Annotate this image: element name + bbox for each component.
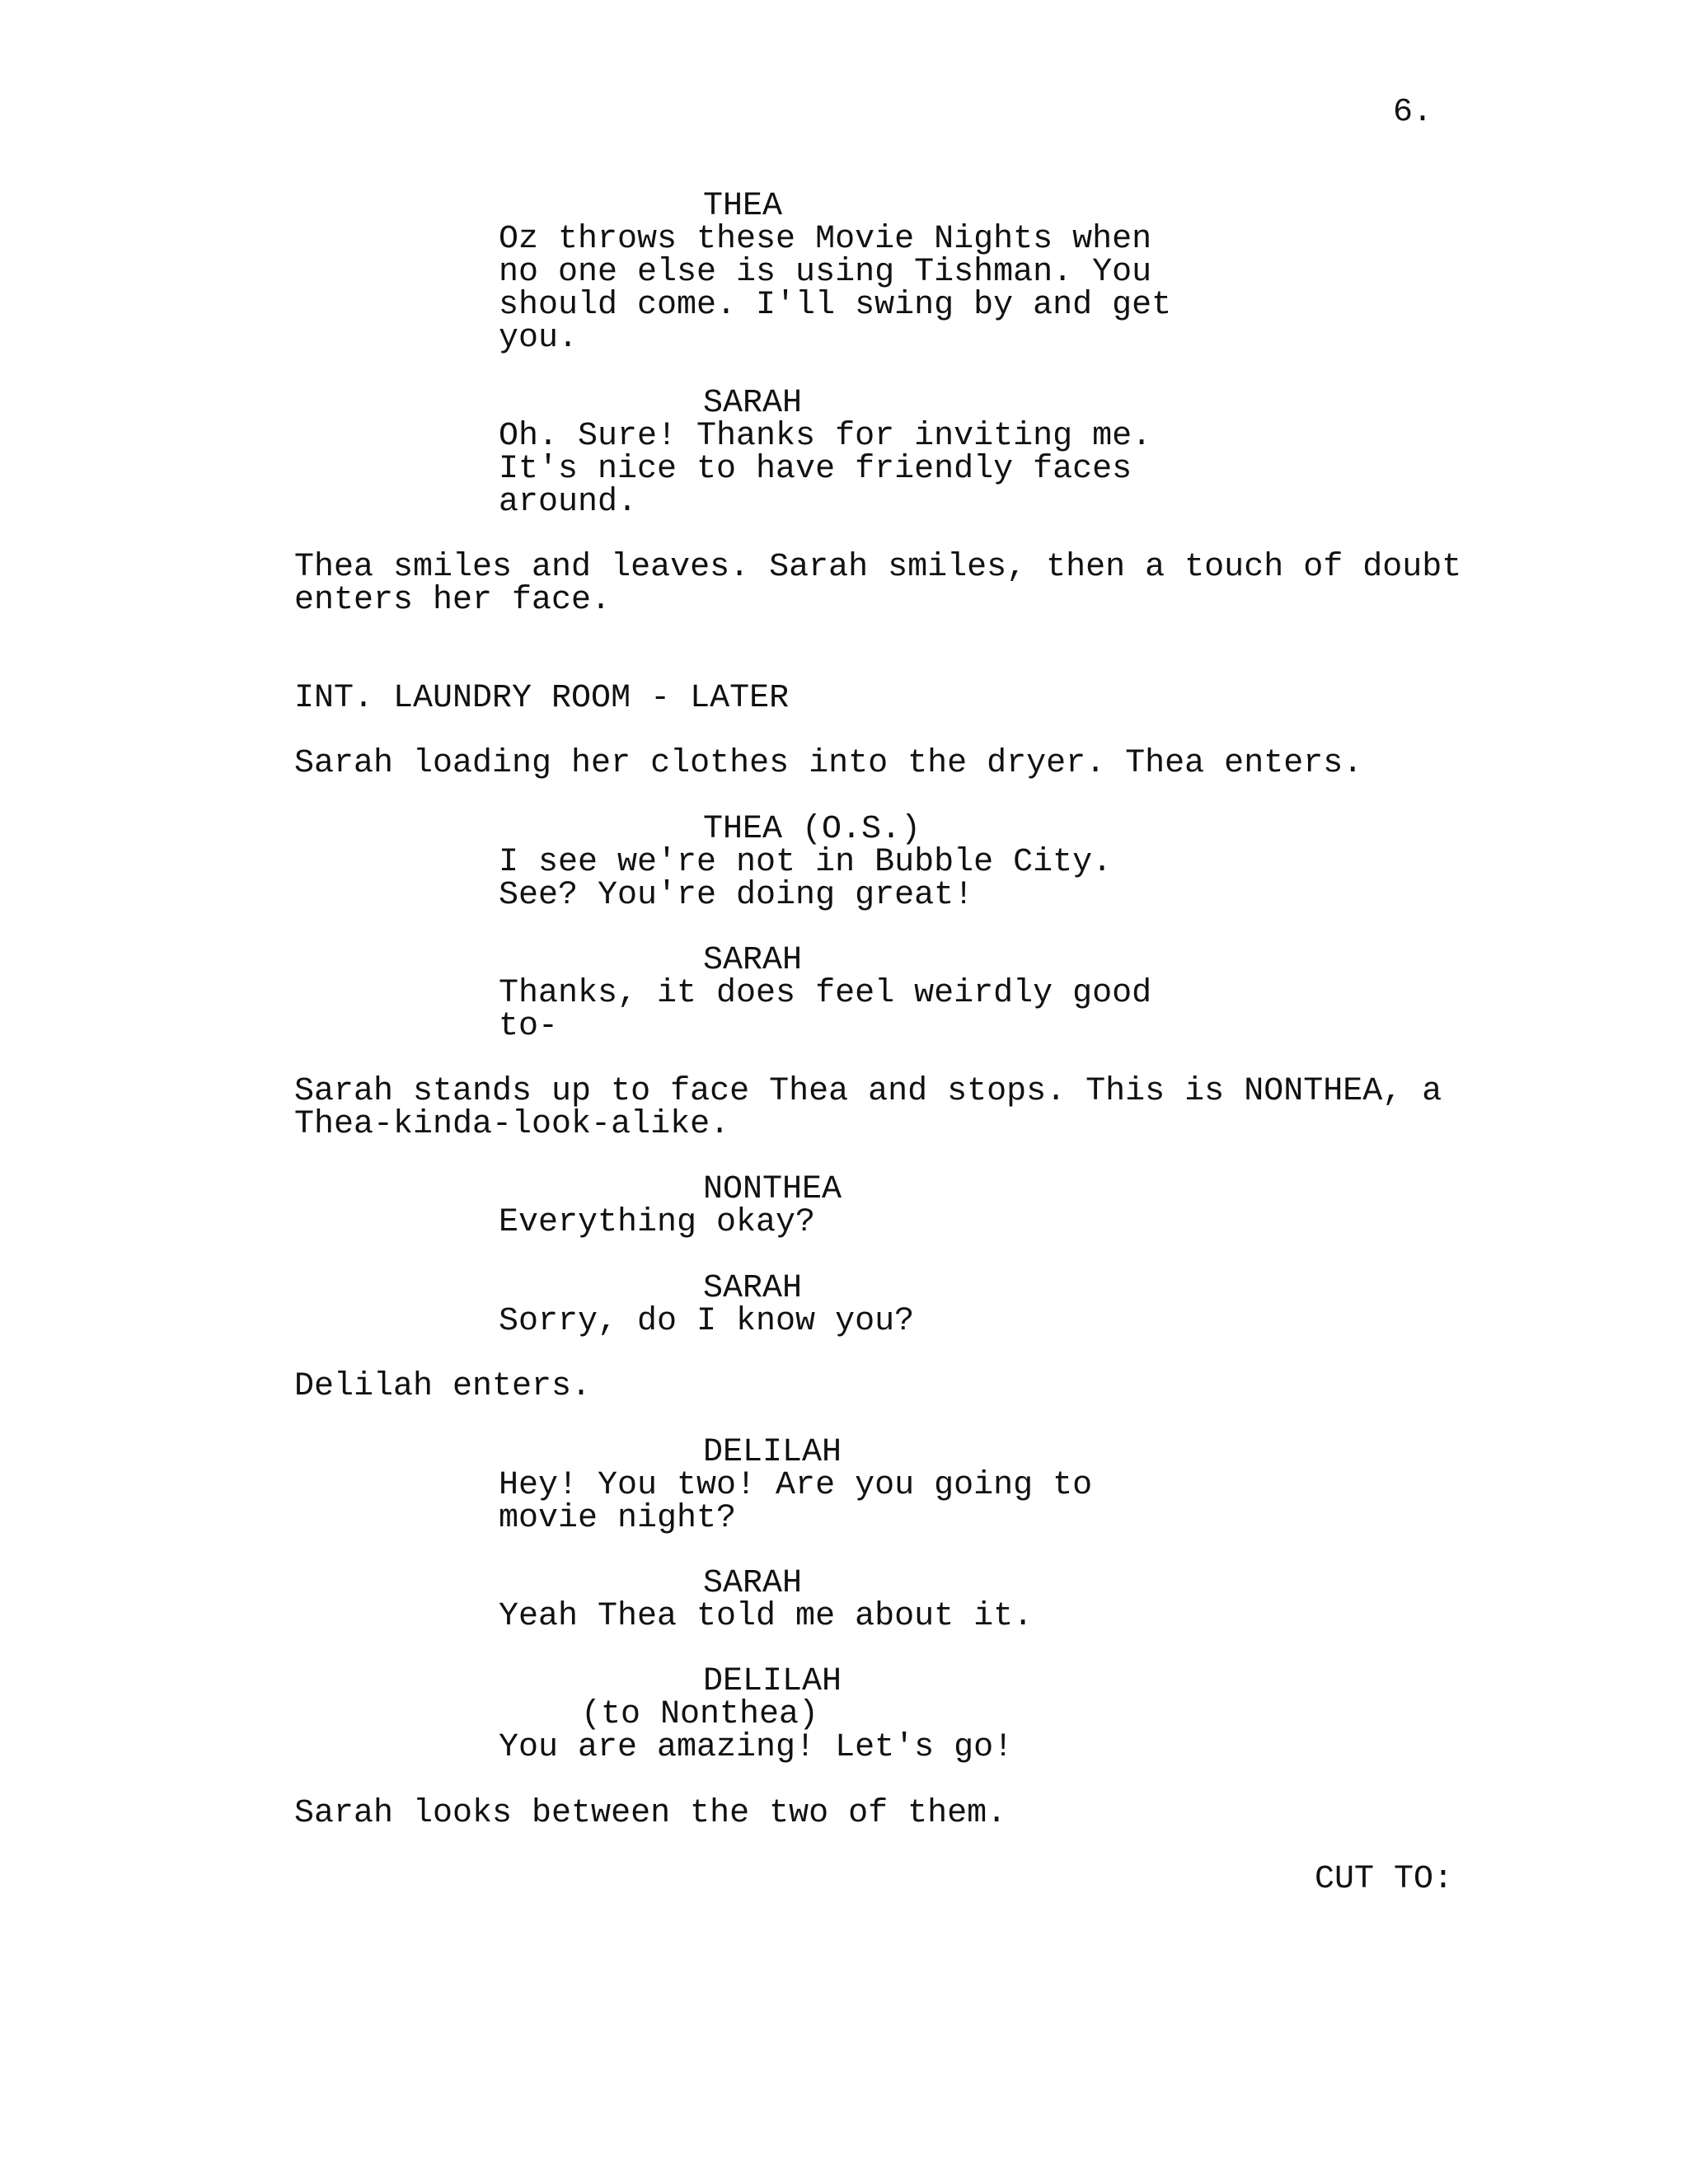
character-name: DELILAH <box>703 1663 842 1700</box>
character-name: THEA <box>703 188 783 225</box>
dialogue-line: should come. I'll swing by and get <box>499 287 1172 324</box>
dialogue-line: It's nice to have friendly faces <box>499 451 1132 488</box>
action-line: Thea-kinda-look-alike. <box>294 1106 730 1143</box>
character-name: SARAH <box>703 1270 803 1307</box>
dialogue-line: Sorry, do I know you? <box>499 1303 915 1340</box>
dialogue-line: Oh. Sure! Thanks for inviting me. <box>499 418 1152 455</box>
dialogue-line: no one else is using Tishman. You <box>499 254 1152 291</box>
transition: CUT TO: <box>1315 1861 1454 1898</box>
dialogue-line: you. <box>499 320 579 357</box>
character-name: SARAH <box>703 385 803 422</box>
dialogue-line: I see we're not in Bubble City. <box>499 844 1113 881</box>
action-line: Sarah loading her clothes into the dryer. Thea enters. <box>294 745 1363 782</box>
dialogue-line: Thanks, it does feel weirdly good <box>499 975 1152 1012</box>
dialogue-line: You are amazing! Let's go! <box>499 1729 1014 1766</box>
dialogue-line: around. <box>499 484 638 521</box>
character-name: THEA (O.S.) <box>703 811 921 848</box>
dialogue-line: Yeah Thea told me about it. <box>499 1598 1034 1635</box>
action-line: Sarah stands up to face Thea and stops. This is NONTHEA, a <box>294 1073 1442 1110</box>
dialogue-line: Hey! You two! Are you going to <box>499 1467 1093 1504</box>
scene-heading: INT. LAUNDRY ROOM - LATER <box>294 680 790 717</box>
dialogue-line: Oz throws these Movie Nights when <box>499 221 1152 258</box>
dialogue-line: movie night? <box>499 1500 737 1537</box>
dialogue-line: See? You're doing great! <box>499 877 974 914</box>
character-name: SARAH <box>703 1565 803 1602</box>
character-name: DELILAH <box>703 1434 842 1471</box>
page-number: 6. <box>1393 94 1433 131</box>
action-line: Delilah enters. <box>294 1368 592 1405</box>
parenthetical: (to Nonthea) <box>581 1696 819 1733</box>
dialogue-line: to- <box>499 1008 559 1045</box>
dialogue-line: Everything okay? <box>499 1204 816 1241</box>
action-line: Sarah looks between the two of them. <box>294 1795 1007 1832</box>
character-name: SARAH <box>703 942 803 979</box>
action-line: enters her face. <box>294 582 612 619</box>
character-name: NONTHEA <box>703 1171 842 1208</box>
action-line: Thea smiles and leaves. Sarah smiles, then a touch of doubt <box>294 549 1462 586</box>
